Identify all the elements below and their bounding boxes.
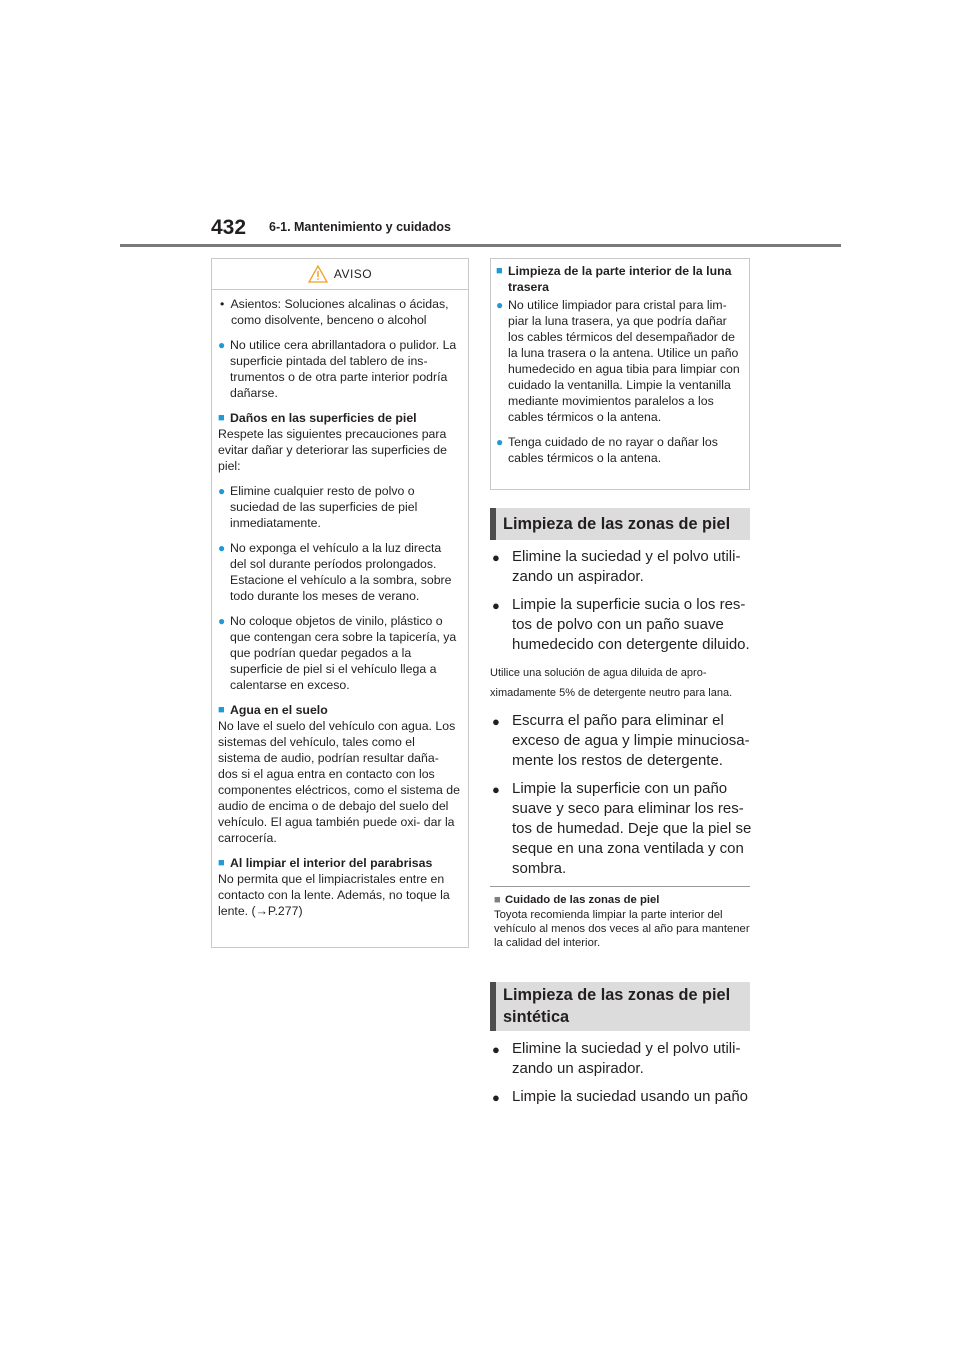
rear-window-item: ● No utilice limpiador para cristal para lim- piar la luna trasera, ya que podría dañar los cables térmicos del desempañador de la luna trasera o la antena. Utilice un paño humedecido en agua tibia para limpiar con cuidado la ventanilla. Limpie la ventanilla mediante movimientos paralelos a los cables térmicos o la antena.: [496, 298, 740, 424]
arrow-right-icon: →: [255, 904, 268, 918]
header-rule: [120, 244, 841, 247]
warning-icon: [308, 265, 328, 283]
bullet-icon: ●: [492, 550, 500, 565]
square-bullet-icon: ■: [218, 704, 225, 716]
step-item: ● Escurra el paño para eliminar el exceso de agua y limpie minuciosa- mente los restos de detergente.: [492, 712, 750, 769]
page-reference-link[interactable]: P.277): [267, 904, 303, 918]
floor-water-title: ■ Agua en el suelo: [218, 703, 328, 717]
rear-window-title: ■ Limpieza de la parte interior de la luna trasera: [496, 264, 732, 294]
care-title: Cuidado de las zonas de piel: [505, 894, 660, 906]
care-text: Toyota recomienda limpiar la parte interior del vehículo al menos dos veces al año para mantener la calidad del interior.: [494, 909, 750, 949]
bullet-icon: ●: [492, 714, 500, 729]
bullet-icon: ●: [492, 1042, 500, 1057]
leather-item: ● No exponga el vehículo a la luz directa del sol durante períodos prolongados. Estacione el vehículo a la sombra, sobre todo durante los meses de verano.: [218, 541, 452, 603]
bullet-icon: ●: [218, 338, 226, 352]
warning-title: AVISO: [333, 267, 373, 281]
synthetic-section-heading: Limpieza de las zonas de piel sintética: [490, 982, 750, 1031]
warning-box: [211, 258, 469, 948]
synthetic-steps: [490, 1039, 752, 1116]
step-item: ● Limpie la superficie con un paño suave y seco para eliminar los res- tos de humedad. Deje que la piel se seque en una zona ventilada y con sombra.: [492, 780, 752, 877]
warning-header: [212, 259, 468, 289]
rear-window-item: ● Tenga cuidado de no rayar o dañar los cables térmicos o la antena.: [496, 435, 718, 465]
bullet-icon: ●: [492, 1090, 500, 1105]
page-number: 432: [211, 216, 247, 239]
warning-wax-item: ● No utilice cera abrillantadora o pulidor. La superficie pintada del tablero de ins- trumentos o de otra parte interior podría dañarse.: [218, 338, 457, 400]
step-item: ● Limpie la superficie sucia o los res- tos de polvo con un paño suave humedecido con detergente diluido.: [492, 596, 750, 653]
step-item: ● Limpie la suciedad usando un paño: [490, 1087, 752, 1108]
bullet-icon: ●: [496, 435, 504, 449]
divider: [490, 886, 750, 887]
floor-water-text: No lave el suelo del vehículo con agua. Los sistemas del vehículo, tales como el sistema de audio, podrían resultar daña- dos si el agua entra en contacto con los componentes eléctricos, como el sistema de audio de encima o de debajo del suelo del vehículo. El agua también puede oxi- dar la carrocería.: [218, 719, 460, 845]
square-bullet-icon: ■: [494, 894, 501, 906]
step-item: ● Elimine la suciedad y el polvo utili- zando un aspirador.: [492, 1040, 741, 1077]
square-bullet-icon: ■: [218, 857, 225, 869]
leather-section-heading: Limpieza de las zonas de piel: [490, 508, 750, 540]
leather-item: ● Elimine cualquier resto de polvo o suciedad de las superficies de piel inmediatamente.: [218, 484, 418, 530]
step-item: ● Elimine la suciedad y el polvo utili- zando un aspirador.: [492, 548, 741, 585]
bullet-icon: ●: [218, 541, 226, 555]
square-bullet-icon: ■: [218, 412, 225, 424]
leather-care-note: [494, 893, 750, 950]
dilution-note: Utilice una solución de agua diluida de apro- ximadamente 5% de detergente neutro para lana.: [490, 667, 733, 699]
section-title: 6-1. Mantenimiento y cuidados: [269, 220, 451, 234]
leather-steps: [490, 547, 752, 887]
leather-damage-text: Respete las siguientes precauciones para evitar dañar y deteriorar las superficies de piel:: [218, 427, 447, 473]
bullet-icon: ●: [492, 782, 500, 797]
bullet-icon: ●: [492, 598, 500, 613]
square-bullet-icon: ■: [496, 265, 503, 277]
warning-dash-item: • Asientos: Soluciones alcalinas o ácidas, como disolvente, benceno o alcohol: [220, 297, 449, 327]
windshield-text: No permita que el limpiacristales entre en contacto con la lente. Además, no toque la lente. (→P.277): [218, 872, 450, 918]
leather-item: ● No coloque objetos de vinilo, plástico o que contengan cera sobre la tapicería, ya que podrían quedar pegados a la superficie de piel si el vehículo llega a calentarse en exceso.: [218, 614, 457, 692]
bullet-icon: ●: [218, 614, 226, 628]
windshield-title: ■ Al limpiar el interior del parabrisas: [218, 856, 433, 870]
bullet-icon: ●: [218, 484, 226, 498]
rear-window-box: [490, 258, 750, 490]
bullet-icon: ●: [496, 298, 504, 312]
leather-damage-title: ■ Daños en las superficies de piel: [218, 411, 417, 425]
